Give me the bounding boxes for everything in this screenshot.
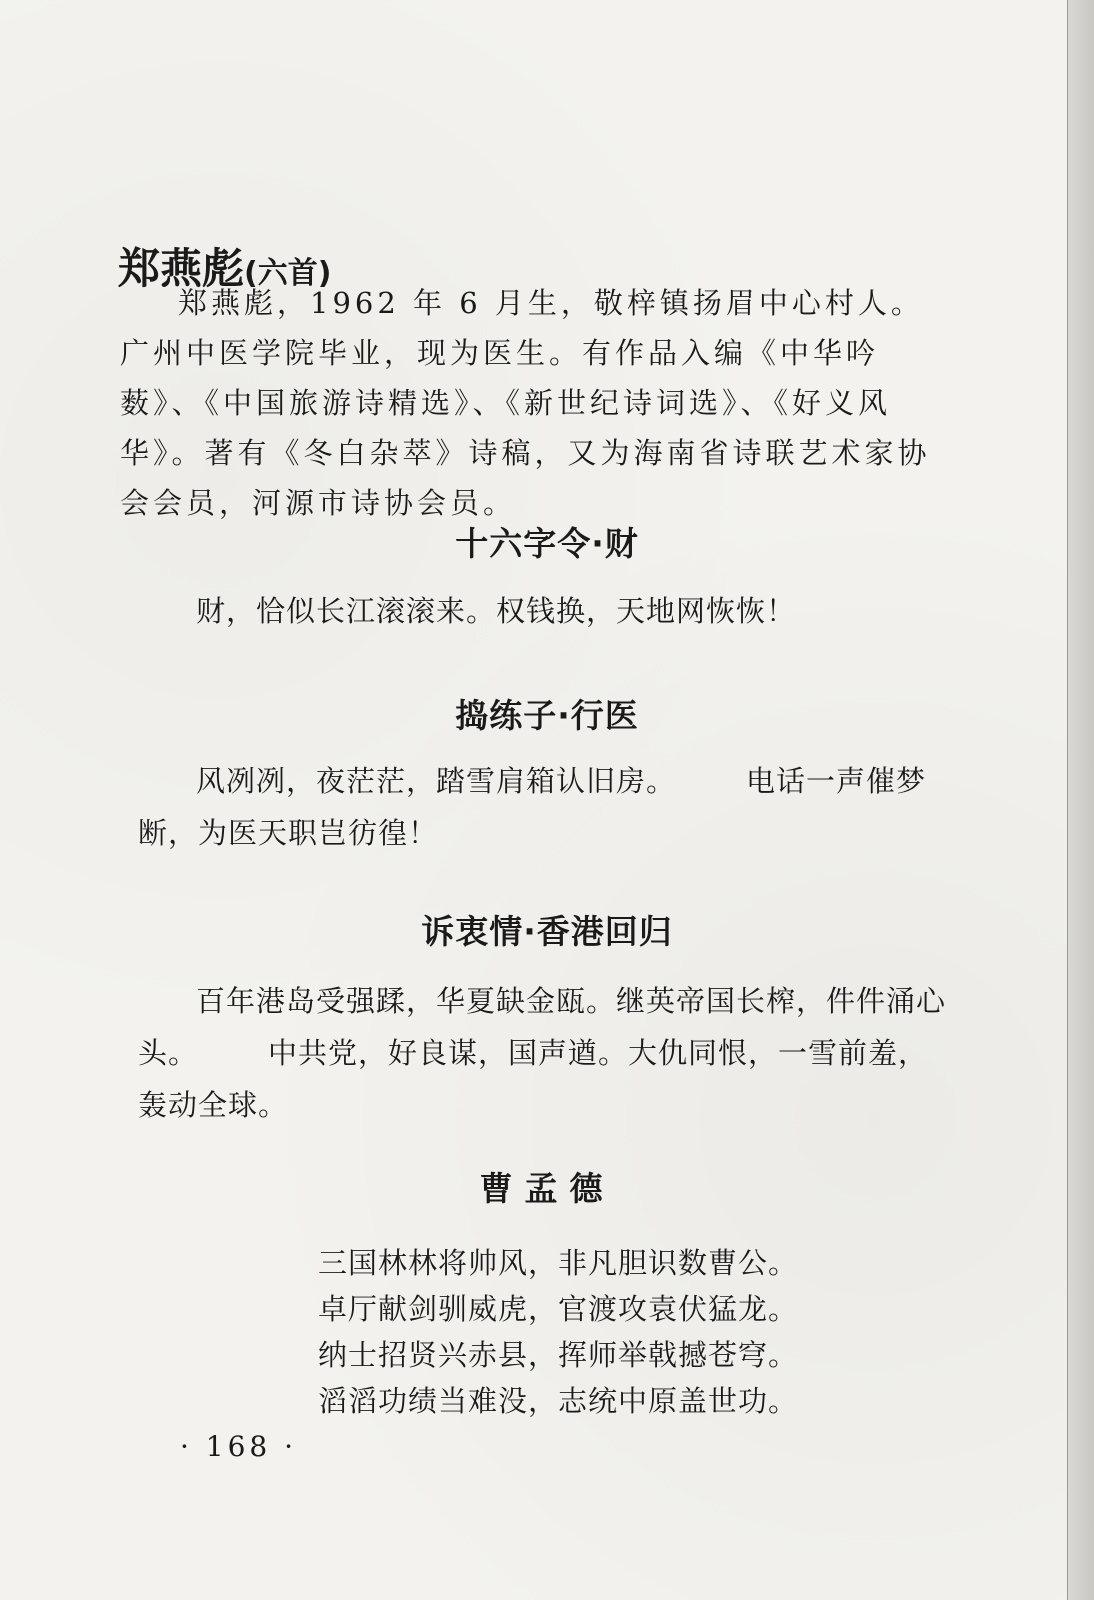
poem-4-verses — [318, 1240, 798, 1424]
verse-line: 滔滔功绩当难没，志统中原盖世功。 — [318, 1384, 799, 1418]
verse-line: 纳士招贤兴赤县，挥师举戟撼苍穹。 — [318, 1338, 799, 1372]
poem-body-2 — [138, 755, 953, 859]
page-number: · 168 · — [180, 1430, 298, 1463]
poem-2-stanza-1: 风冽冽，夜茫茫，踏雪肩箱认旧房。 — [196, 764, 677, 798]
poem-3-stanza-1: 百年港岛受强蹂，华夏缺金瓯。继英帝国长榨，件件涌心头。 — [138, 984, 947, 1070]
poem-3-stanza-2: 中共党，好良谋，国声遒。大仇同恨，一雪前羞，轰动全球。 — [138, 1036, 929, 1122]
poem-body-1: 财，恰似长江滚滚来。权钱换，天地网恢恢！ — [196, 594, 797, 628]
verse-line: 卓厅献剑驯威虎，官渡攻袁伏猛龙。 — [318, 1292, 799, 1326]
page-edge — [1067, 0, 1094, 1600]
poem-2-stanza-2: 电话一声催梦断，为医天职岂彷徨！ — [138, 764, 927, 850]
poem-body-3 — [138, 975, 953, 1131]
poem-count: (六首) — [244, 256, 332, 291]
verse-line: 三国林林将帅风，非凡胆识数曹公。 — [318, 1246, 799, 1280]
poem-title-2: 捣练子·行医 — [455, 696, 639, 735]
author-name: 郑燕彪 — [118, 244, 245, 293]
poem-title-3: 诉衷情·香港回归 — [421, 912, 673, 951]
poem-title-4: 曹孟德 — [479, 1169, 615, 1208]
author-bio: 郑燕彪，1962 年 6 月生，敬梓镇扬眉中心村人。广州中医学院毕业，现为医生。有作品入编《中华吟薮》、《中国旅游诗精选》、《新世纪诗词选》、《好义风华》。著有《冬白杂萃》诗稿，又为海南省诗联艺术家协会会员，河源市诗协会员。 — [120, 286, 931, 520]
poem-title-1: 十六字令·财 — [455, 524, 639, 563]
